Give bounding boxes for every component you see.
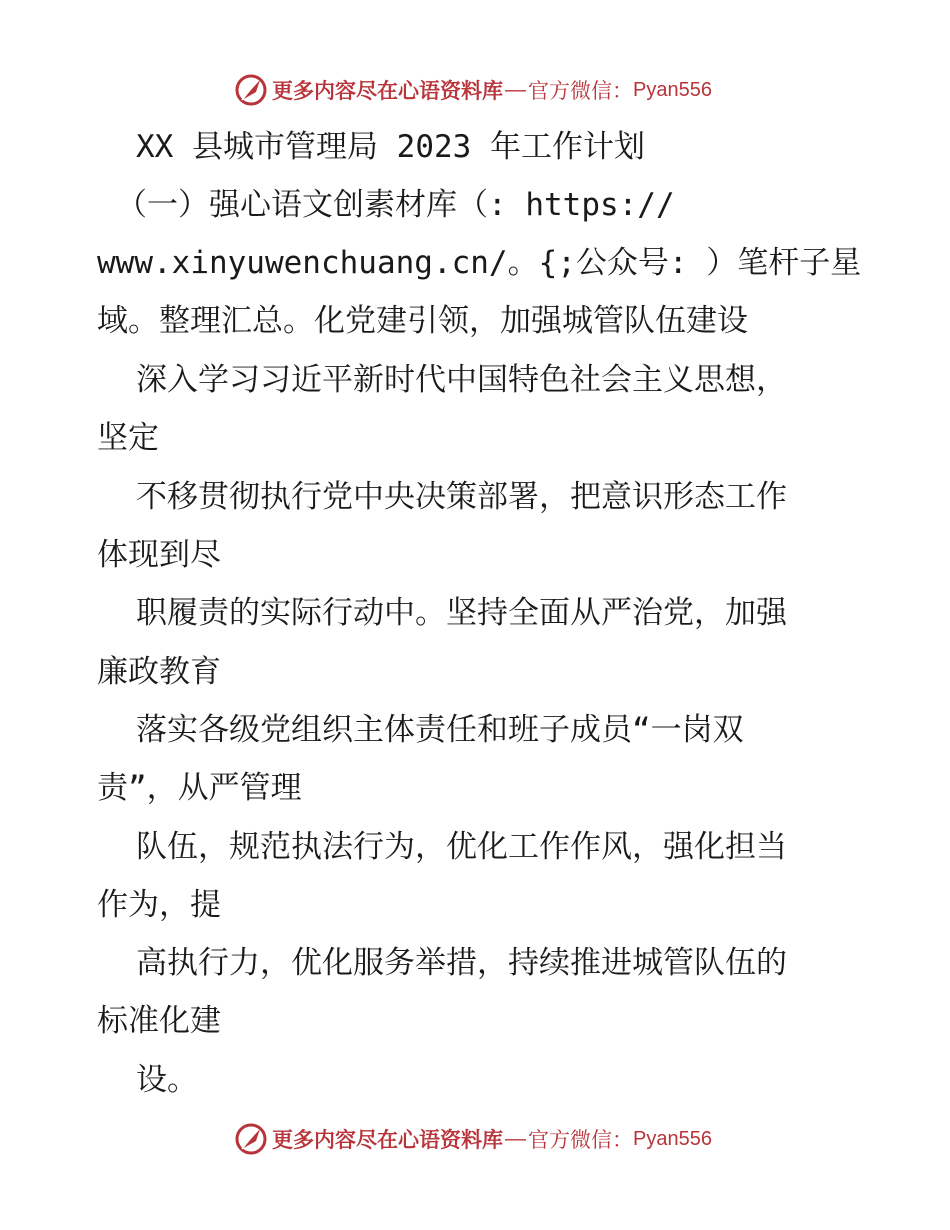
paragraph-line: www.xinyuwenchuang.cn/。{;公众号: ）笔杆子星 (97, 245, 862, 281)
paragraph-line: （一）强心语文创素材库（: https:// (116, 187, 675, 223)
paragraph-line: 队伍，规范执法行为，优化工作作风，强化担当 (136, 829, 787, 865)
paragraph-line: 不移贯彻执行党中央决策部署，把意识形态工作 (136, 479, 787, 515)
paragraph-line: 坚定 (97, 420, 159, 456)
paragraph-line: 高执行力，优化服务举措，持续推进城管队伍的 (136, 945, 787, 981)
footer-banner (234, 1121, 712, 1157)
document-title: XX 县城市管理局 2023 年工作计划 (136, 129, 645, 165)
header-banner (234, 72, 712, 108)
paragraph-line: 责”，从严管理 (97, 770, 302, 806)
quill-logo-icon (234, 1122, 268, 1156)
paragraph-line: 域。整理汇总。化党建引领，加强城管队伍建设 (97, 303, 748, 339)
paragraph-line: 作为，提 (97, 887, 221, 923)
paragraph-line: 廉政教育 (97, 654, 221, 690)
paragraph-line: 深入学习习近平新时代中国特色社会主义思想， (136, 362, 787, 398)
quill-logo-icon (234, 73, 268, 107)
paragraph-line: 职履责的实际行动中。坚持全面从严治党，加强 (136, 595, 787, 631)
banner-contact-id: Pyan556 (633, 78, 712, 101)
banner-dash: — (505, 78, 526, 101)
paragraph-line: 标准化建 (97, 1003, 221, 1039)
banner-dash: — (505, 1127, 526, 1150)
banner-main-text: 更多内容尽在心语资料库 (272, 78, 503, 103)
paragraph-line: 体现到尽 (97, 537, 221, 573)
paragraph-line: 落实各级党组织主体责任和班子成员“一岗双 (136, 712, 744, 748)
banner-main-text: 更多内容尽在心语资料库 (272, 1127, 503, 1152)
banner-contact-label: 官方微信： (528, 79, 633, 103)
banner-contact-label: 官方微信： (528, 1128, 633, 1152)
paragraph-line: 设。 (136, 1062, 198, 1098)
banner-contact-id: Pyan556 (633, 1127, 712, 1150)
